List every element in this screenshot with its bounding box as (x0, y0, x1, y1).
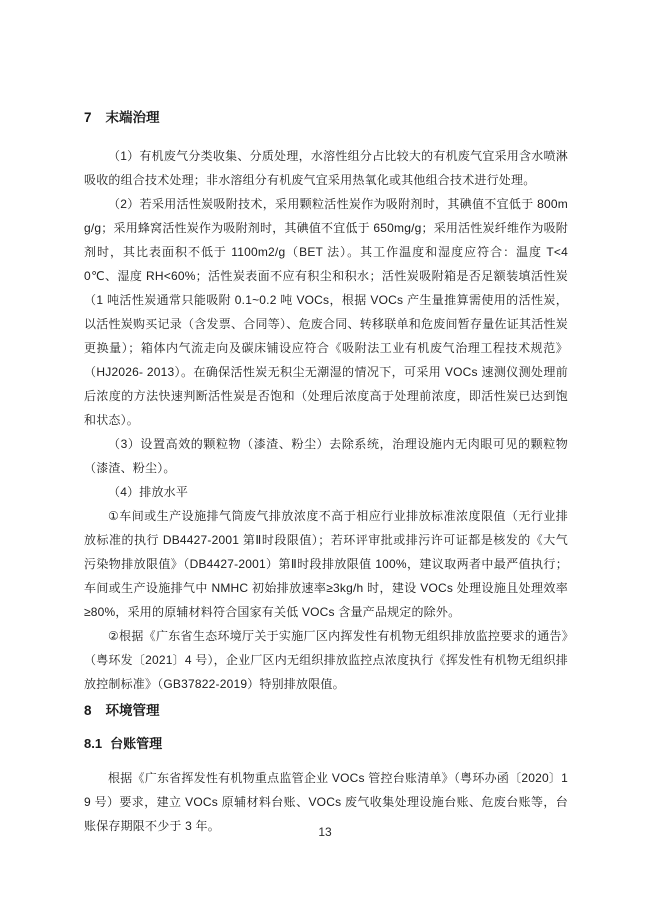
section-8-1-title: 台账管理 (110, 736, 163, 751)
section-7-number: 7 (84, 110, 92, 125)
section-7-title: 末端治理 (105, 110, 160, 125)
section-7-heading (84, 108, 568, 127)
section-8-number: 8 (84, 703, 92, 718)
document-content (84, 108, 568, 838)
section-7-paragraph-1: （1）有机废气分类收集、分质处理，水溶性组分占比较大的有机废气宜采用含水喷淋吸收的组合技术处理；非水溶组分有机废气宜采用热氧化或其他组合技术进行处理。 (84, 149, 568, 187)
section-7-paragraph-2: （2）若采用活性炭吸附技术，采用颗粒活性炭作为吸附剂时，其碘值不宜低于 800mg/g；采用蜂窝活性炭作为吸附剂时，其碘值不宜低于 650mg/g；采用活性炭纤维作为吸附剂时，其比表面积不低于 1100m2/g（BET 法）。其工作温度和湿度应符合：温度 T<40℃、湿度 RH<60%；活性炭表面不应有积尘和积水；活性炭吸附箱是否足额装填活性炭（1 吨活性炭通常只能吸附 0.1~0.2 吨 VOCs，根据 VOCs 产生量推算需使用的活性炭，以活性炭购买记录（含发票、合同等）、危废合同、转移联单和危废间暂存量佐证其活性炭更换量）；箱体内气流走向及碳床铺设应符合《吸附法工业有机废气治理工程技术规范》（HJ2026- 2013）。在确保活性炭无积尘无潮湿的情况下，可采用 VOCs 速测仪测处理前后浓度的方法快速判断活性炭是否饱和（处理后浓度高于处理前浓度，即活性炭已达到饱和状态）。 (84, 197, 568, 427)
page-number: 13 (318, 825, 332, 839)
section-8-1-number: 8.1 (84, 736, 103, 751)
section-7-paragraph-4: （4）排放水平 (108, 485, 189, 499)
section-7-paragraph-6: ②根据《广东省生态环境厅关于实施厂区内挥发性有机物无组织排放监控要求的通告》（粤环发〔2021〕4 号），企业厂区内无组织排放监控点浓度执行《挥发性有机物无组织排放控制标准》（GB37822-2019）特别排放限值。 (84, 629, 568, 691)
section-7-paragraph-3: （3）设置高效的颗粒物（漆渣、粉尘）去除系统，治理设施内无肉眼可见的颗粒物（漆渣、粉尘）。 (84, 437, 568, 475)
section-7-paragraph-5: ①车间或生产设施排气筒废气排放浓度不高于相应行业排放标准浓度限值（无行业排放标准的执行 DB4427-2001 第Ⅱ时段限值）；若环评审批或排污许可证都是核发的《大气污染物排放限值》（DB4427-2001）第Ⅱ时段排放限值 100%，建议取两者中最严值执行；车间或生产设施排气中 NMHC 初始排放速率≥3kg/h 时，建设 VOCs 处理设施且处理效率≥80%，采用的原辅材料符合国家有关低 VOCs 含量产品规定的除外。 (84, 509, 568, 619)
section-8-1-paragraph-1: 根据《广东省挥发性有机物重点监管企业 VOCs 管控台账清单》（粤环办函〔2020〕19 号）要求，建立 VOCs 原辅材料台账、VOCs 废气收集处理设施台账、危废台账等，台账保存期限不少于 3 年。 (84, 771, 568, 833)
section-8-1-heading (84, 734, 568, 753)
section-8-title: 环境管理 (105, 703, 160, 718)
section-8-heading (84, 701, 568, 720)
